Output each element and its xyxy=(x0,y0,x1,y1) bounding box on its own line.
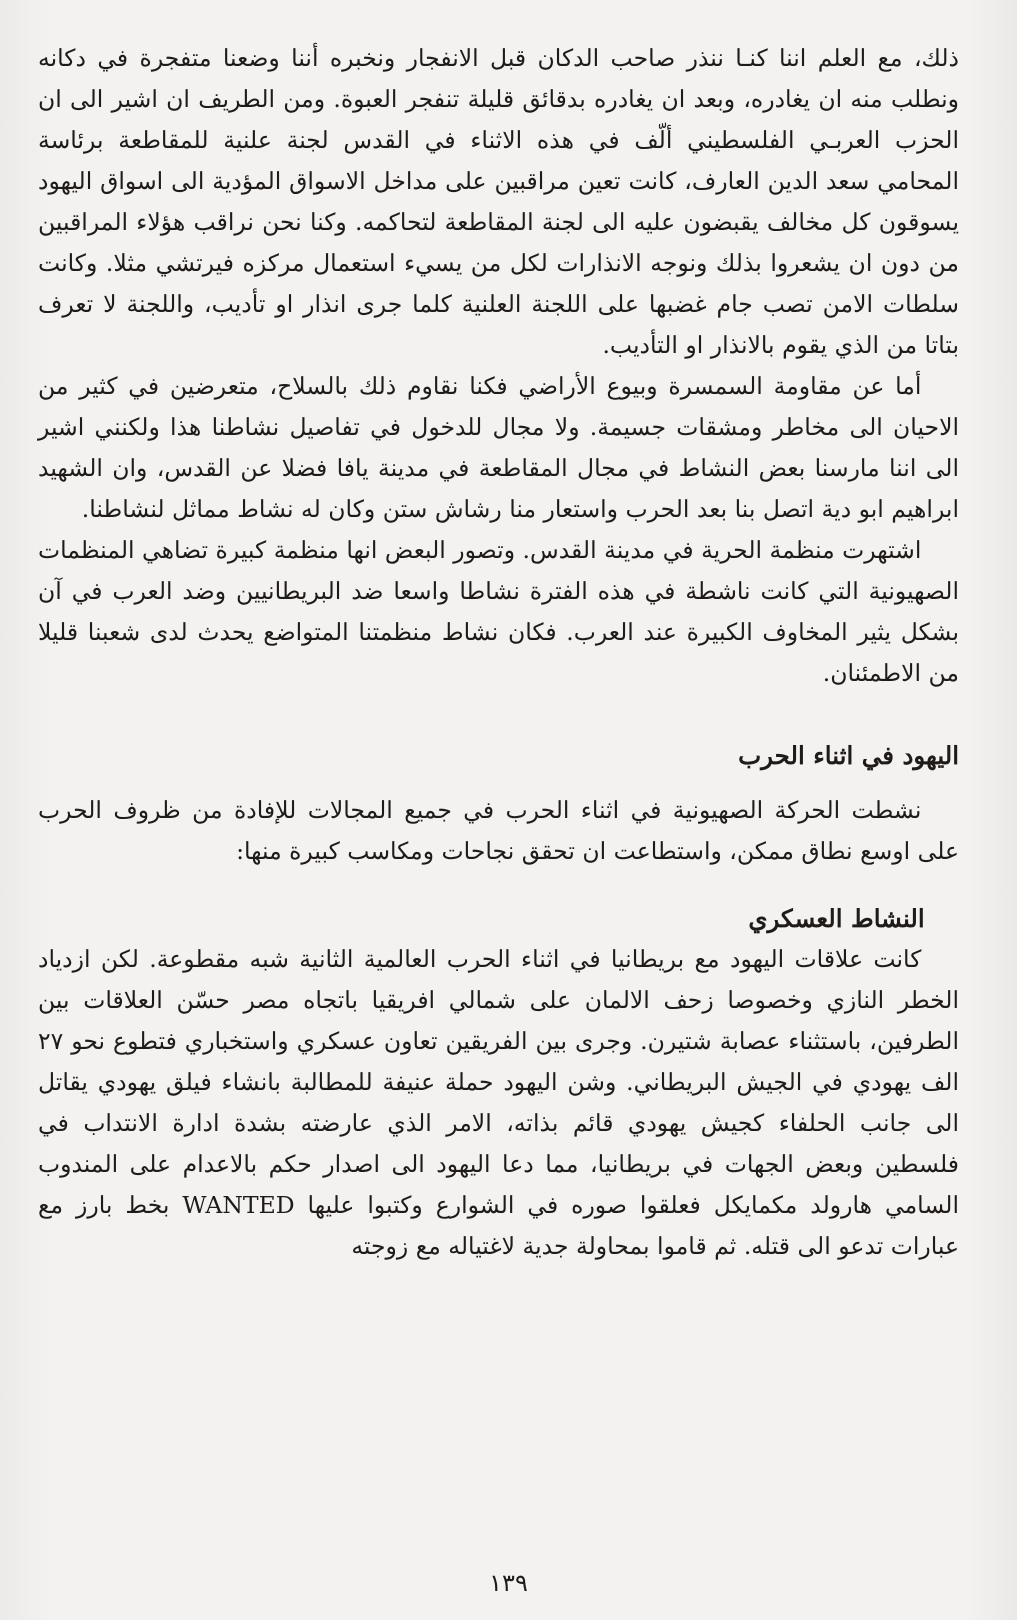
section-heading-jews-during-war: اليهود في اثناء الحرب xyxy=(738,741,959,770)
paragraph-5: كانت علاقات اليهود مع بريطانيا في اثناء الحرب العالمية الثانية شبه مقطوعة. لكن ازدياد الخطر النازي وخصوصا زحف الالمان على شمالي افريقيا باتجاه مصر حسّن العلاقات بين الطرفين، باستثناء عصابة شتيرن. وجرى بين الفريقين تعاون عسكري واستخباري فتطوع نحو ٢٧ الف يهودي في الجيش البريطاني. وشن اليهود حملة عنيفة للمطالبة بانشاء فيلق يهودي يقاتل الى جانب الحلفاء كجيش يهودي قائم بذاته، الامر الذي عارضته بشدة ادارة الانتداب في فلسطين وبعض الجهات في بريطانيا، مما دعا اليهود الى اصدار حكم بالاعدام على المندوب السامي هارولد مكمايكل فعلقوا صوره في الشوارع وكتبوا عليها WANTED بخط بارز مع عبارات تدعو الى قتله. ثم قاموا بمحاولة جدية لاغتياله مع زوجته xyxy=(38,945,959,1260)
page-body xyxy=(38,38,959,1267)
paragraph-4: نشطت الحركة الصهيونية في اثناء الحرب في جميع المجالات للإفادة من ظروف الحرب على اوسع نطاق ممكن، واستطاعت ان تحقق نجاحات ومكاسب كبيرة منها: xyxy=(38,796,959,865)
subsection-heading-military-activity: النشاط العسكري xyxy=(748,904,925,933)
paragraph-2: أما عن مقاومة السمسرة وبيوع الأراضي فكنا نقاوم ذلك بالسلاح، متعرضين في كثير من الاحيان الى مخاطر ومشقات جسيمة. ولا مجال للدخول في تفاصيل نشاطنا هذا ولكنني اشير الى اننا مارسنا بعض النشاط في مجال المقاطعة في مدينة يافا فضلا عن القدس، وان الشهيد ابراهيم ابو دية اتصل بنا بعد الحرب واستعار منا رشاش ستن وكان له نشاط مماثل لنشاطنا. xyxy=(38,372,959,523)
paragraph-1: ذلك، مع العلم اننا كنـا ننذر صاحب الدكان قبل الانفجار ونخبره أننا وضعنا متفجرة في دكانه ونطلب منه ان يغادره، وبعد ان يغادره بدقائق قليلة تنفجر العبوة. ومن الطريف ان اشير الى ان الحزب العربـي الفلسطيني ألّف في هذه الاثناء في القدس لجنة علنية للمقاطعة برئاسة المحامي سعد الدين العارف، كانت تعين مراقبين على مداخل الاسواق المؤدية الى اسواق اليهود يسوقون كل مخالف يقبضون عليه الى لجنة المقاطعة لتحاكمه. وكنا نحن نراقب هؤلاء المراقبين من دون ان يشعروا بذلك ونوجه الانذارات لكل من يسيء استعمال مركزه فيرتشي مثلا. وكانت سلطات الامن تصب جام غضبها على اللجنة العلنية كلما جرى انذار او تأديب، واللجنة لا تعرف بتاتا من الذي يقوم بالانذار او التأديب. xyxy=(38,44,959,359)
paragraph-3: اشتهرت منظمة الحرية في مدينة القدس. وتصور البعض انها منظمة كبيرة تضاهي المنظمات الصهيونية التي كانت ناشطة في هذه الفترة نشاطا واسعا ضد البريطانيين وضد العرب في آن بشكل يثير المخاوف الكبيرة عند العرب. فكان نشاط منظمتنا المتواضع يحدث لدى شعبنا قليلا من الاطمئنان. xyxy=(38,536,959,687)
page-number: ١٣٩ xyxy=(489,1569,528,1597)
